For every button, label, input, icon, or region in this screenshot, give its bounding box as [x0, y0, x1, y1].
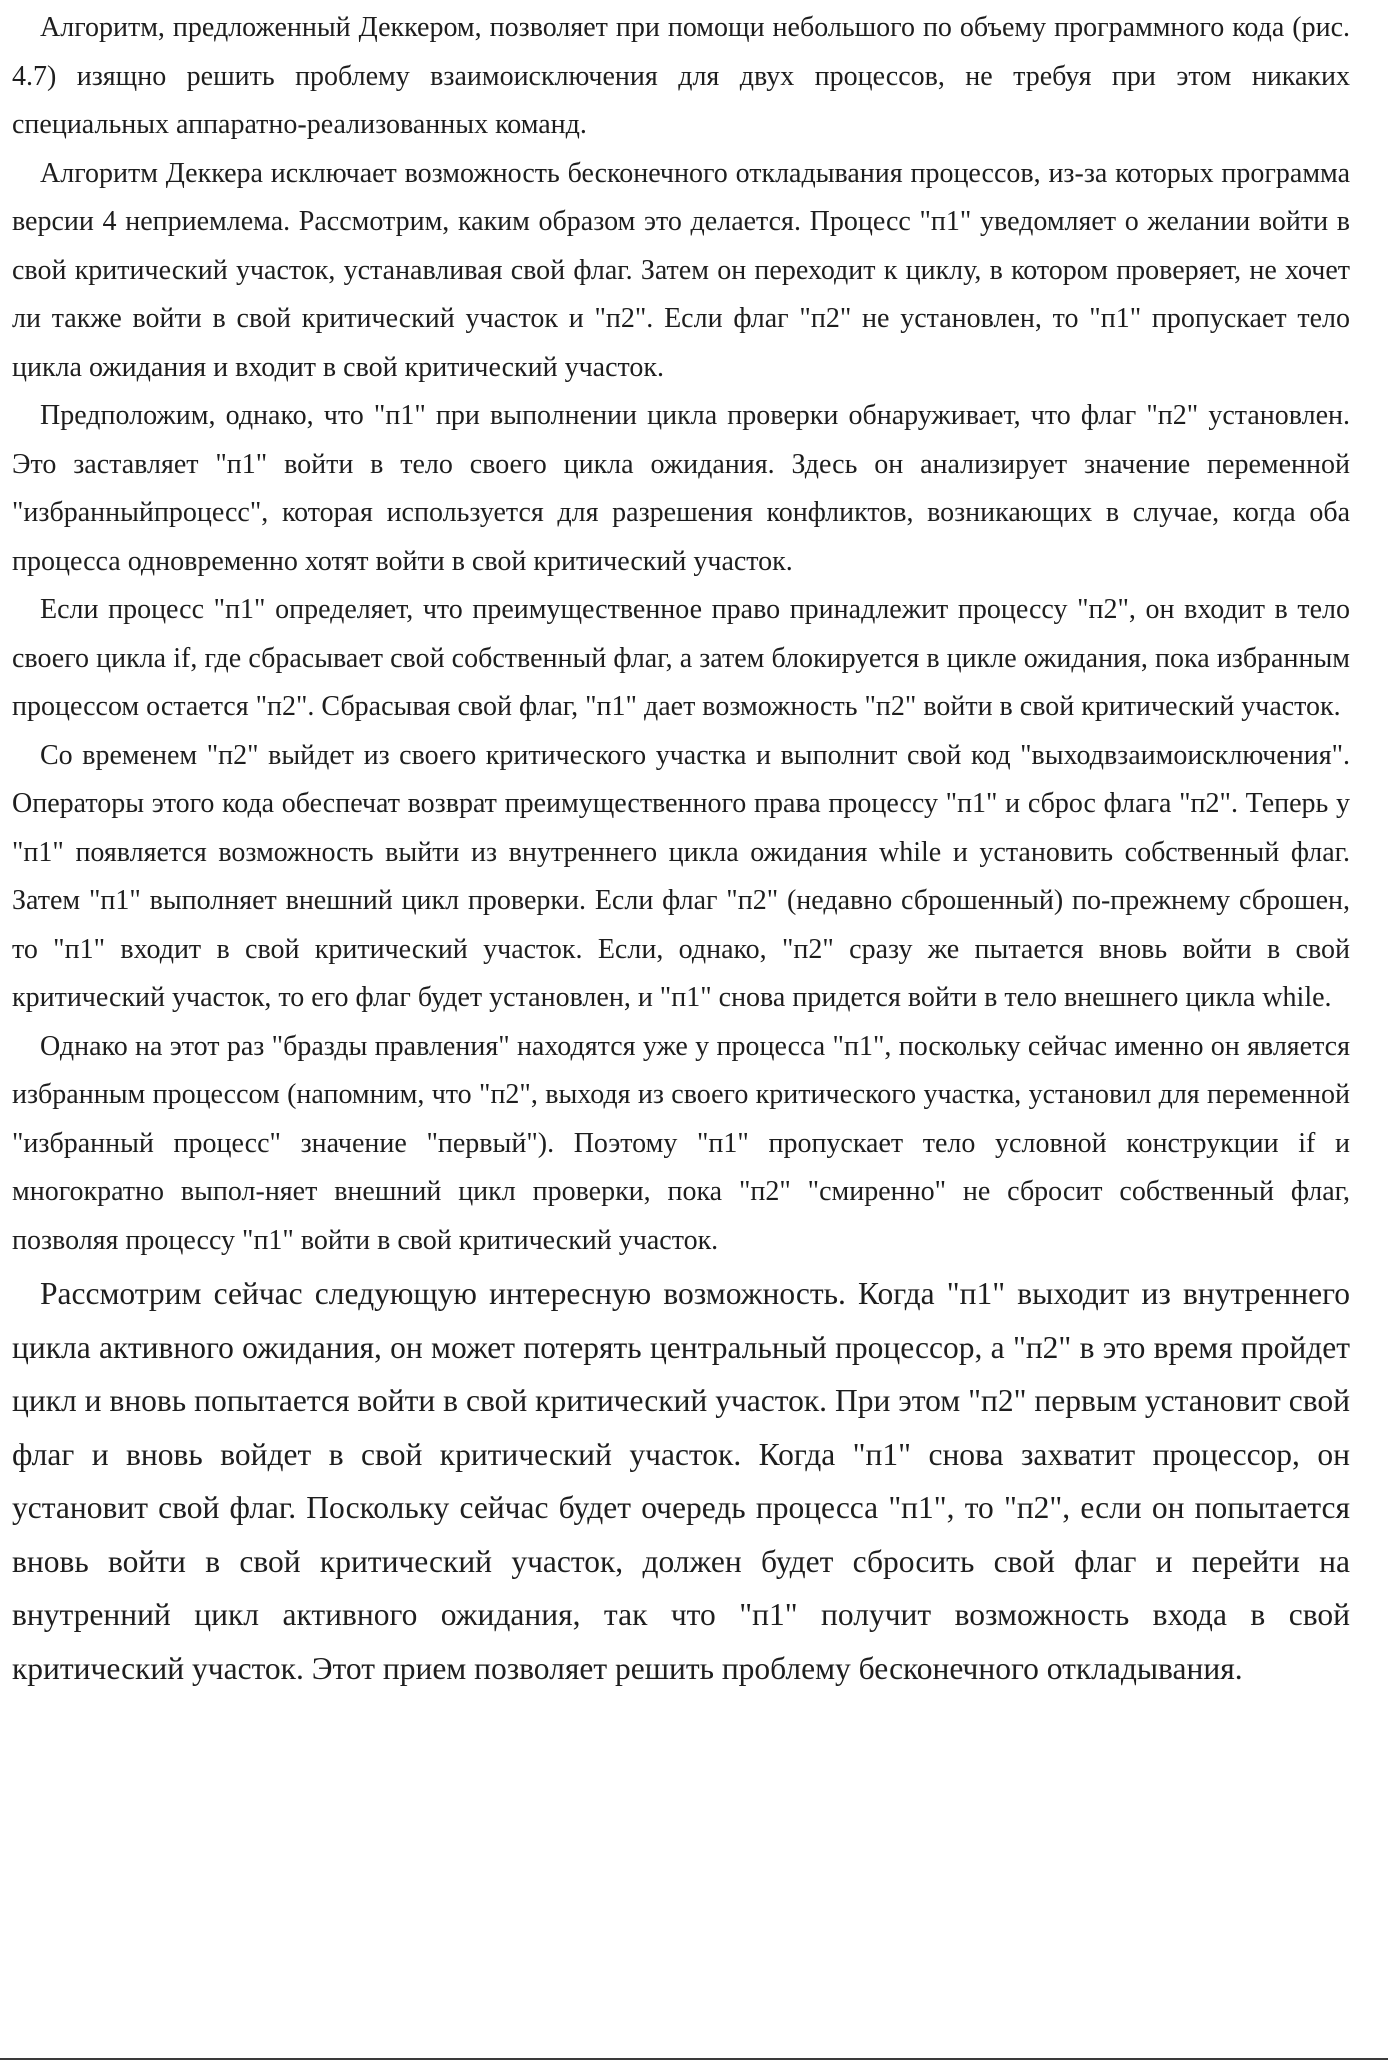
paragraph-interesting-possibility: Рассмотрим сейчас следующую интересную возможность. Когда "п1" выходит из внутреннего цикла активного ожидания, он может потерять центральный процессор, а "п2" в это время пройдет цикл и вновь попытается войти в свой критический участок. При этом "п2" первым установит свой флаг и вновь войдет в свой критический участок. Когда "п1" снова захватит процессор, он установит свой флаг. Поскольку сейчас будет очередь процесса "п1", то "п2", если он попытается вновь войти в свой критический участок, должен будет сбросить свой флаг и перейти на внутренний цикл активного ожидания, так что "п1" получит возможность входа в свой критический участок. Этот прием позволяет решить проблему бесконечного откладывания.: [12, 1276, 1350, 1686]
bottom-rule: [0, 2058, 1388, 2060]
paragraph-priority-right: Если процесс "п1" определяет, что преимущественное право принадлежит процессу "п2", он входит в тело своего цикла if, где сбрасывает свой собственный флаг, а затем блокируется в цикле ожидания, пока избранным процессом остается "п2". Сбрасывая свой флаг, "п1" дает возможность "п2" войти в свой критический участок.: [12, 594, 1350, 722]
paragraph-exit-code: Со временем "п2" выйдет из своего критического участка и выполнит свой код "выходвзаимоисключения". Операторы этого кода обеспечат возврат преимущественного права процессу "п1" и сброс флага "п2". Теперь у "п1" появляется возможность выйти из внутреннего цикла ожидания while и установить собственный флаг. Затем "п1" выполняет внешний цикл проверки. Если флаг "п2" (недавно сброшенный) по-прежнему сброшен, то "п1" входит в свой критический участок. Если, однако, "п2" сразу же пытается вновь войти в свой критический участок, то его флаг будет установлен, и "п1" снова придется войти в тело внешнего цикла while.: [12, 739, 1350, 1013]
paragraph-flag-check: Предположим, однако, что "п1" при выполнении цикла проверки обнаруживает, что флаг "п2" установлен. Это заставляет "п1" войти в тело своего цикла ожидания. Здесь он анализирует значение переменной "избранныйпроцесс", которая используется для разрешения конфликтов, возникающих в случае, когда оба процесса одновременно хотят войти в свой критический участок.: [12, 400, 1350, 577]
document-page: [12, 4, 1350, 1695]
paragraph-reins-of-control: Однако на этот раз "бразды правления" находятся уже у процесса "п1", поскольку сейчас именно он является избранным процессом (напомним, что "п2", выходя из своего критического участка, установил для переменной "избранный процесс" значение "первый"). Поэтому "п1" пропускает тело условной конструкции if и многократно выпол-няет внешний цикл проверки, пока "п2" "смиренно" не сбросит собственный флаг, позволяя процессу "п1" войти в свой критический участок.: [12, 1030, 1350, 1256]
paragraph-dekker-intro: Алгоритм, предложенный Деккером, позволяет при помощи небольшого по объему программного кода (рис. 4.7) изящно решить проблему взаимоисключения для двух процессов, не требуя при этом никаких специальных аппаратно-реализованных команд.: [12, 12, 1350, 140]
paragraph-indefinite-postponement: Алгоритм Деккера исключает возможность бесконечного откладывания процессов, из-за которых программа версии 4 неприемлема. Рассмотрим, каким образом это делается. Процесс "п1" уведомляет о желании войти в свой критический участок, устанавливая свой флаг. Затем он переходит к циклу, в котором проверяет, не хочет ли также войти в свой критический участок и "п2". Если флаг "п2" не установлен, то "п1" пропускает тело цикла ожидания и входит в свой критический участок.: [12, 157, 1350, 383]
